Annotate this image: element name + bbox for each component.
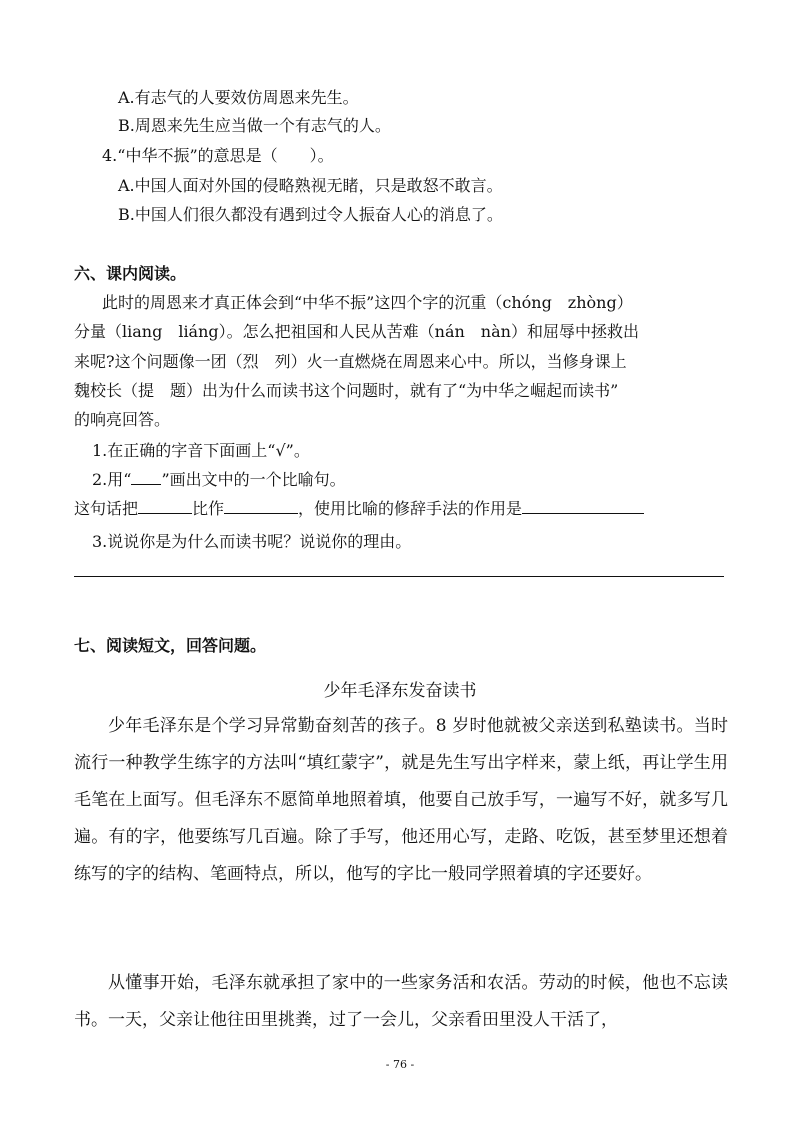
- q2-fill-text-a: 这句话把: [74, 499, 139, 518]
- passage-line-4: 魏校长（提 题）出为什么而读书这个问题时，就有了“为中华之崛起而读书”: [74, 381, 619, 400]
- q2-fill-text-b: 比作: [192, 499, 225, 518]
- q4-stem: 4.“中华不振”的意思是（ ）。: [102, 146, 334, 165]
- article-paragraph-1: 少年毛泽东是个学习异常勤奋刻苦的孩子。8 岁时他就被父亲送到私塾读书。当时流行一种教学生练字的方法叫“填红蒙字”，就是先生写出字样来，蒙上纸，再让学生用毛笔在上面写。但毛泽东不愿简单地照着填，他要自己放手写，一遍写不好，就多写几遍。有的字，他要练写几百遍。除了手写，他还用心写，走路、吃饭，甚至梦里还想着练写的字的结构、笔画特点，所以，他写的字比一般同学照着填的字还要好。: [74, 716, 728, 884]
- q4-option-a: A.中国人面对外国的侵略熟视无睹，只是敢怒不敢言。: [118, 176, 503, 195]
- article-paragraph-2: 从懂事开始，毛泽东就承担了家中的一些家务活和农活。劳动的时候，他也不忘读书。一天，父亲让他往田里挑粪，过了一会儿，父亲看田里没人干活了，: [74, 973, 728, 1030]
- q2-underline-sample: [131, 470, 161, 485]
- q3-option-a: A.有志气的人要效仿周恩来先生。: [118, 88, 359, 107]
- s6-question-2-fill: [74, 499, 644, 519]
- passage-line-1: 此时的周恩来才真正体会到“中华不振”这四个字的沉重（chóng zhòng）: [102, 293, 633, 312]
- q3-option-b: B.周恩来先生应当做一个有志气的人。: [118, 116, 391, 135]
- section7-heading: 七、阅读短文，回答问题。: [74, 636, 267, 655]
- page-number: - 76 -: [385, 1058, 415, 1071]
- answer-line[interactable]: [74, 576, 724, 577]
- passage-line-5: 的响亮回答。: [74, 410, 171, 429]
- passage-line-2: 分量（liang liáng）。怎么把祖国和人民从苦难（nán nàn）和屈辱中拯救出: [74, 322, 639, 341]
- s6-question-1: 1.在正确的字音下面画上“√”。: [92, 441, 310, 460]
- section6-heading: 六、课内阅读。: [74, 264, 187, 283]
- q2-prefix: 2.用“: [92, 470, 132, 489]
- q2-fill-text-c: ，使用比喻的修辞手法的作用是: [298, 499, 523, 518]
- q2-blank-3[interactable]: [522, 499, 644, 514]
- s6-question-2: [92, 470, 346, 490]
- q2-blank-2[interactable]: [224, 499, 298, 514]
- passage-line-3: 来呢?这个问题像一团（烈 列）火一直燃烧在周恩来心中。所以，当修身课上: [74, 352, 627, 371]
- q4-option-b: B.中国人们很久都没有遇到过令人振奋人心的消息了。: [118, 205, 503, 224]
- q2-suffix: ”画出文中的一个比喻句。: [161, 470, 346, 489]
- s6-question-3: 3.说说你是为什么而读书呢？说说你的理由。: [92, 532, 412, 551]
- q2-blank-1[interactable]: [138, 499, 192, 514]
- article-title: 少年毛泽东发奋读书: [323, 681, 477, 701]
